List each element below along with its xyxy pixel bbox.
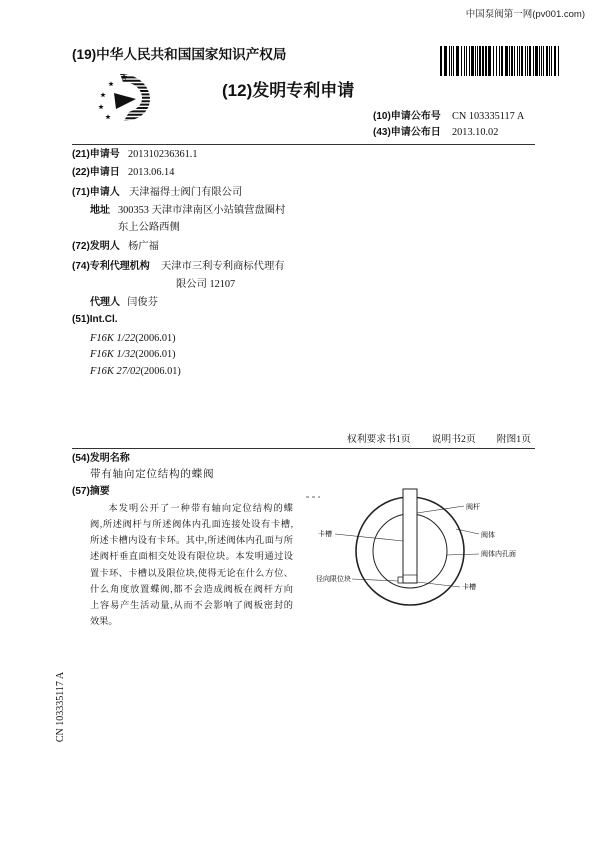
leader-groove-left [335,534,403,541]
star-icon [100,92,105,97]
barcode-bar [501,46,503,76]
barcode-bar [482,46,484,76]
barcode-bar [558,46,559,76]
abstract-line: 本发明公开了一种带有轴向定位结构的蝶 [108,503,293,513]
barcode-bar [496,46,497,76]
pub-date: 2013.10.02 [452,127,499,138]
abstract-text [90,500,293,629]
document-type: (12)发明专利申请 [222,81,355,100]
barcode-bar [535,46,538,76]
abstract-line: 阀,所述阀杆与所述阀体内孔面连接处设有卡槽, [90,519,293,530]
agent-label: 代理人 [90,297,120,308]
barcode-bar [521,46,523,76]
abstract-line: 置卡环、卡槽以及限位块,使得无论在什么方位、 [90,567,293,578]
pub-date-label: (43)申请公布日 [373,127,441,138]
sipo-emblem-icon [94,71,152,123]
abstract-divider [72,448,535,449]
barcode-bar [461,46,462,76]
barcode-bar [485,46,487,76]
drawings-page-count: 附图1页 [496,434,531,445]
barcode-bar [456,46,459,76]
barcode-bar [551,46,552,76]
abstract-line: 效果。 [90,615,118,626]
ipc-entry [90,331,176,345]
ipc-entry [90,347,176,361]
barcode-bar [440,46,442,76]
ipc-version: (2006.01) [140,366,181,377]
invention-title: 带有轴向定位结构的蝶阀 [90,469,215,480]
ipc-code: F16K 27/02 [90,366,141,377]
barcode-bar [517,46,518,76]
inventor-label: (72)发明人 [72,241,120,252]
label-body: 阀体 [481,531,495,539]
barcode-bar [469,46,470,76]
pub-number-label: (10)申请公布号 [373,111,441,122]
title-label: (54)发明名称 [72,453,130,464]
barcode-bar [539,46,540,76]
barcode-bar [477,46,478,76]
leader-body [456,529,479,534]
barcode-bar [449,46,450,76]
address-line-2: 东上公路西侧 [118,222,180,233]
claims-page-count: 权利要求书1页 [346,434,411,445]
barcode-bar [479,46,481,76]
agency-label: (74)专利代理机构 [72,261,150,272]
page-counts [347,434,531,446]
side-publication-number: CN 103335117 A [55,671,66,743]
label-stem: 阀杆 [466,503,480,511]
barcode-bar [475,46,476,76]
app-number: 201310236361.1 [128,149,198,160]
abstract-line: 述阀杆垂直面相交处设有限位块。本发明通过设 [90,551,293,562]
barcode-bar [549,46,550,76]
barcode-bar [543,46,544,76]
ipc-code: F16K 1/22 [90,333,136,344]
applicant-label: (71)申请人 [72,187,120,198]
address-line-1: 300353 天津市津南区小站镇营盘圈村 [118,205,286,216]
barcode-bar [511,46,513,76]
barcode-bar [499,46,500,76]
abstract-label: (57)摘要 [72,486,110,497]
radial-stop-block [398,577,403,583]
barcode-bar [541,46,542,76]
label-groove-left: 卡槽 [318,530,332,538]
barcode-bar [444,46,447,76]
header-divider [72,144,535,145]
label-stop-block: 径向限位块 [316,575,351,583]
valve-stem [403,489,417,583]
agent: 闫俊芬 [127,297,158,308]
label-bore: 阀体内孔面 [481,550,516,558]
filing-date: 2013.06.14 [128,167,175,178]
issuing-office: (19)中华人民共和国国家知识产权局 [72,47,287,62]
star-icon [108,81,113,86]
barcode [440,46,561,76]
star-icon [98,104,103,109]
agency-line-1: 天津市三利专利商标代理有 [161,261,285,272]
barcode-bar [471,46,474,76]
barcode-bar [546,46,548,76]
address-label: 地址 [90,205,110,216]
site-watermark: 中国泵阀第一网(pv001.com) [465,9,585,20]
ipc-label: (51)Int.Cl. [72,314,118,325]
app-number-label: (21)申请号 [72,149,120,160]
barcode-bar [466,46,467,76]
description-page-count: 说明书2页 [431,434,476,445]
ipc-entry [90,364,181,378]
pub-number: CN 103335117 A [452,111,525,122]
barcode-bar [519,46,520,76]
leader-stop-block [352,579,398,581]
abstract-line: 上容易产生活动量,从而不会影响了阀板密封的 [90,599,293,610]
abstract-line: 什么角度放置蝶阀,都不会造成阀板在阀杆方向 [90,583,293,594]
barcode-bar [525,46,526,76]
barcode-bar [505,46,508,76]
barcode-bar [509,46,510,76]
star-icon [105,114,110,119]
applicant: 天津福得士阀门有限公司 [129,187,243,198]
barcode-bar [464,46,465,76]
barcode-bar [488,46,491,76]
agency-line-2: 限公司 12107 [176,279,236,290]
barcode-bar [527,46,528,76]
label-groove-right: 卡槽 [462,583,476,591]
inventor: 杨广福 [128,241,159,252]
barcode-bar [529,46,531,76]
barcode-bar [533,46,534,76]
abstract-figure [300,485,525,610]
barcode-bar [514,46,515,76]
barcode-bar [451,46,452,76]
barcode-bar [554,46,556,76]
abstract-line: 所述卡槽内设有卡环。其中,所述阀体内孔面与所 [90,535,293,546]
ipc-code: F16K 1/32 [90,349,136,360]
ipc-version: (2006.01) [135,333,176,344]
leader-bore [446,554,479,555]
barcode-bar [493,46,494,76]
barcode-bar [453,46,454,76]
emblem-wedge [114,93,136,109]
ipc-version: (2006.01) [135,349,176,360]
filing-date-label: (22)申请日 [72,167,120,178]
